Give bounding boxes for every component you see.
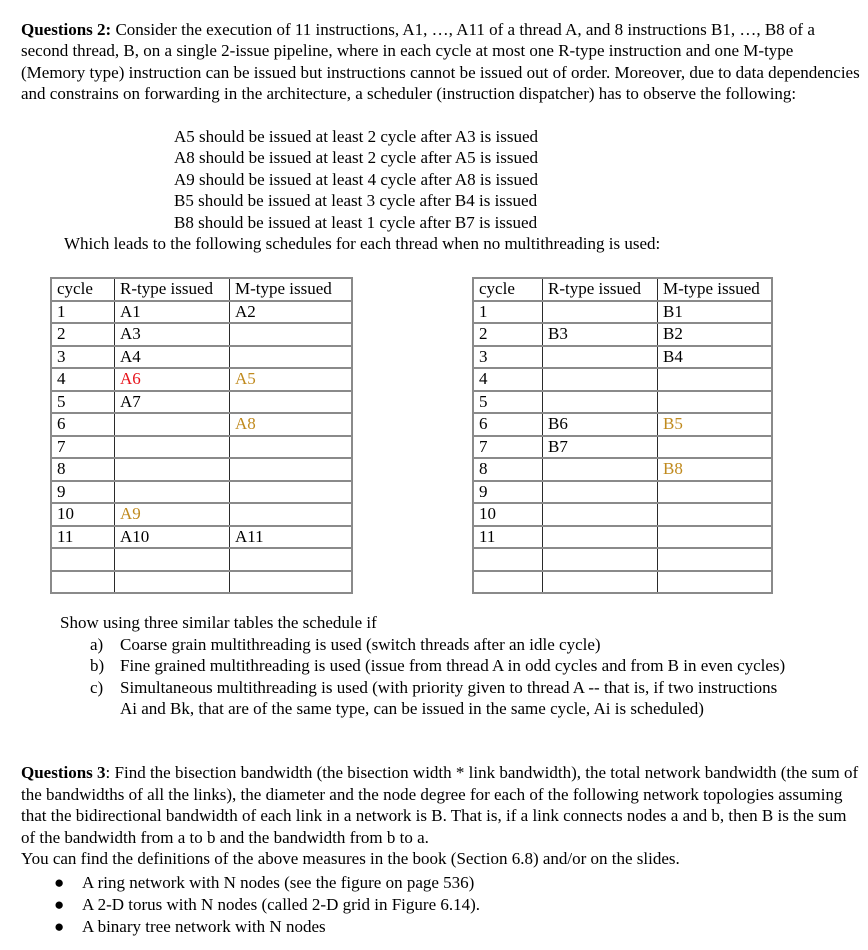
constraint-item: A8 should be issued at least 2 cycle after A5 is issued: [174, 148, 539, 168]
r-type-cell: [543, 548, 658, 571]
cycle-cell: [51, 571, 115, 594]
question-2-paragraph: [21, 19, 861, 105]
r-type-cell: [543, 571, 658, 594]
m-type-cell: B4: [658, 346, 773, 369]
m-type-cell: A2: [230, 301, 353, 324]
column-header: R-type issued: [115, 278, 230, 301]
m-type-cell: B8: [658, 458, 773, 481]
cycle-cell: 7: [51, 436, 115, 459]
r-type-cell: [543, 346, 658, 369]
table-row: [473, 503, 772, 526]
thread-b-schedule-table: [472, 277, 773, 594]
multithreading-options-list: [60, 634, 785, 720]
table-row: [51, 413, 352, 436]
table-row: [51, 571, 352, 594]
r-type-cell: B3: [543, 323, 658, 346]
table-row: [51, 323, 352, 346]
cycle-cell: 9: [51, 481, 115, 504]
table-row: [51, 503, 352, 526]
cycle-cell: 10: [51, 503, 115, 526]
table-row: [51, 436, 352, 459]
m-type-cell: B2: [658, 323, 773, 346]
cycle-cell: 10: [473, 503, 543, 526]
r-type-cell: [543, 301, 658, 324]
m-type-cell: [658, 548, 773, 571]
table-row: [51, 391, 352, 414]
constraints-list: [174, 126, 538, 233]
bullet-icon: ●: [54, 873, 65, 892]
column-header: M-type issued: [658, 278, 773, 301]
m-type-cell: [230, 458, 353, 481]
r-type-cell: [543, 458, 658, 481]
table-row: [51, 458, 352, 481]
m-type-cell: [230, 323, 353, 346]
m-type-cell: [230, 503, 353, 526]
option-text: Coarse grain multithreading is used (switch threads after an idle cycle): [120, 634, 601, 654]
m-type-cell: [658, 481, 773, 504]
r-type-cell: [115, 458, 230, 481]
question-2-text: Consider the execution of 11 instructions, A1, …, A11 of a thread A, and 8 instructions B1, …, B8 of a second thread, B, on a single 2-issue pipeline, where in each cycle at most one R-type instruction and one M-type (Memory type) instruction can be issued but instructions cannot be issued out of order. Moreover, due to data dependencies and constrains on forwarding in the architecture, a scheduler (instruction dispatcher) has to observe the following:: [21, 20, 860, 104]
table-row: [51, 548, 352, 571]
r-type-cell: A7: [115, 391, 230, 414]
m-type-cell: [658, 436, 773, 459]
m-type-cell: [230, 346, 353, 369]
column-header: cycle: [473, 278, 543, 301]
question-3-text: : Find the bisection bandwidth (the bisection width * link bandwidth), the total network bandwidth (the sum of the bandwidths of all the links), the diameter and the node degree for each of the following network topologies assuming that the bidirectional bandwidth of each link in a network is B. That is, if a link connects nodes a and b, then B is the sum of the bandwidth from a to b and the bandwidth from b to a.: [21, 763, 859, 847]
cycle-cell: [473, 548, 543, 571]
r-type-cell: [543, 391, 658, 414]
bullet-item: [52, 916, 480, 938]
cycle-cell: 4: [473, 368, 543, 391]
constraint-item: A5 should be issued at least 2 cycle after A3 is issued: [174, 127, 539, 146]
cycle-cell: 8: [51, 458, 115, 481]
r-type-cell: A1: [115, 301, 230, 324]
m-type-cell: [658, 571, 773, 594]
table-row: [473, 481, 772, 504]
cycle-cell: 1: [473, 301, 543, 324]
m-type-cell: [658, 368, 773, 391]
r-type-cell: [115, 436, 230, 459]
cycle-cell: [51, 548, 115, 571]
m-type-cell: A11: [230, 526, 353, 549]
r-type-cell: A10: [115, 526, 230, 549]
table-row: [473, 548, 772, 571]
column-header: cycle: [51, 278, 115, 301]
table-body: [473, 278, 772, 593]
table-header-row: [51, 278, 352, 301]
table-row: [51, 481, 352, 504]
r-type-cell: [543, 526, 658, 549]
constraint-item: B8 should be issued at least 1 cycle after B7 is issued: [174, 212, 538, 232]
thread-a-schedule-table: [50, 277, 353, 594]
option-text: Ai and Bk, that are of the same type, can be issued in the same cycle, Ai is scheduled): [120, 699, 704, 719]
r-type-cell: A4: [115, 346, 230, 369]
option-item-a: [60, 634, 785, 656]
topology-bullet-list: [52, 872, 480, 937]
r-type-cell: [115, 571, 230, 594]
table-row: [473, 346, 772, 369]
option-item-b: [60, 655, 785, 677]
option-marker: c): [90, 677, 104, 697]
r-type-cell: [543, 503, 658, 526]
m-type-cell: [658, 503, 773, 526]
question-3-definitions-note: You can find the definitions of the above measures in the book (Section 6.8) and/or on the slides.: [21, 849, 680, 869]
r-type-cell: B6: [543, 413, 658, 436]
table-row: [473, 368, 772, 391]
r-type-cell: [115, 413, 230, 436]
m-type-cell: [230, 571, 353, 594]
cycle-cell: 6: [473, 413, 543, 436]
m-type-cell: [658, 391, 773, 414]
table-row: [51, 526, 352, 549]
cycle-cell: 4: [51, 368, 115, 391]
table-row: [51, 368, 352, 391]
table-row: [473, 301, 772, 324]
m-type-cell: [230, 481, 353, 504]
show-instructions: [60, 612, 785, 720]
m-type-cell: [230, 436, 353, 459]
r-type-cell: [543, 481, 658, 504]
cycle-cell: 1: [51, 301, 115, 324]
r-type-cell: [115, 548, 230, 571]
r-type-cell: B7: [543, 436, 658, 459]
m-type-cell: A8: [230, 413, 353, 436]
question-3-paragraph: [21, 762, 861, 870]
table-row: [473, 436, 772, 459]
cycle-cell: 2: [473, 323, 543, 346]
bullet-icon: ●: [54, 916, 65, 936]
table-row: [473, 571, 772, 594]
option-text: Fine grained multithreading is used (issue from thread A in odd cycles and from B in even cycles): [120, 656, 786, 676]
r-type-cell: A9: [115, 503, 230, 526]
r-type-cell: [543, 368, 658, 391]
table-row: [51, 346, 352, 369]
m-type-cell: B1: [658, 301, 773, 324]
m-type-cell: [658, 526, 773, 549]
m-type-cell: [230, 391, 353, 414]
m-type-cell: A5: [230, 368, 353, 391]
cycle-cell: 3: [473, 346, 543, 369]
show-intro: Show using three similar tables the schedule if: [60, 613, 377, 632]
cycle-cell: 9: [473, 481, 543, 504]
cycle-cell: 7: [473, 436, 543, 459]
r-type-cell: A3: [115, 323, 230, 346]
cycle-cell: 11: [473, 526, 543, 549]
cycle-cell: 8: [473, 458, 543, 481]
r-type-cell: A6: [115, 368, 230, 391]
question-3-heading: Questions 3: [21, 763, 106, 782]
bullet-icon: ●: [54, 894, 65, 914]
bullet-text: A ring network with N nodes (see the figure on page 536): [82, 873, 475, 892]
column-header: M-type issued: [230, 278, 353, 301]
option-marker: a): [90, 634, 104, 654]
r-type-cell: [115, 481, 230, 504]
table-row: [51, 301, 352, 324]
table-header-row: [473, 278, 772, 301]
bullet-item: [52, 872, 480, 894]
cycle-cell: 6: [51, 413, 115, 436]
constraint-item: B5 should be issued at least 3 cycle after B4 is issued: [174, 191, 538, 211]
table-row: [473, 391, 772, 414]
bullet-text: A 2-D torus with N nodes (called 2-D grid in Figure 6.14).: [82, 894, 481, 914]
cycle-cell: 5: [51, 391, 115, 414]
table-row: [473, 413, 772, 436]
option-item-c-continuation: [60, 698, 785, 720]
cycle-cell: 3: [51, 346, 115, 369]
m-type-cell: [230, 548, 353, 571]
m-type-cell: B5: [658, 413, 773, 436]
leads-sentence: Which leads to the following schedules for each thread when no multithreading is used:: [64, 234, 661, 253]
table-body: [51, 278, 352, 593]
table-row: [473, 323, 772, 346]
constraint-item: A9 should be issued at least 4 cycle after A8 is issued: [174, 169, 539, 189]
option-text: Simultaneous multithreading is used (with priority given to thread A -- that is, if two instructions: [120, 677, 778, 697]
column-header: R-type issued: [543, 278, 658, 301]
bullet-text: A binary tree network with N nodes: [82, 916, 326, 936]
cycle-cell: 11: [51, 526, 115, 549]
table-row: [473, 458, 772, 481]
bullet-item: [52, 894, 480, 916]
cycle-cell: 5: [473, 391, 543, 414]
cycle-cell: 2: [51, 323, 115, 346]
option-marker: b): [90, 656, 105, 676]
cycle-cell: [473, 571, 543, 594]
option-item-c: [60, 677, 785, 699]
question-2-heading: Questions 2:: [21, 20, 112, 39]
table-row: [473, 526, 772, 549]
